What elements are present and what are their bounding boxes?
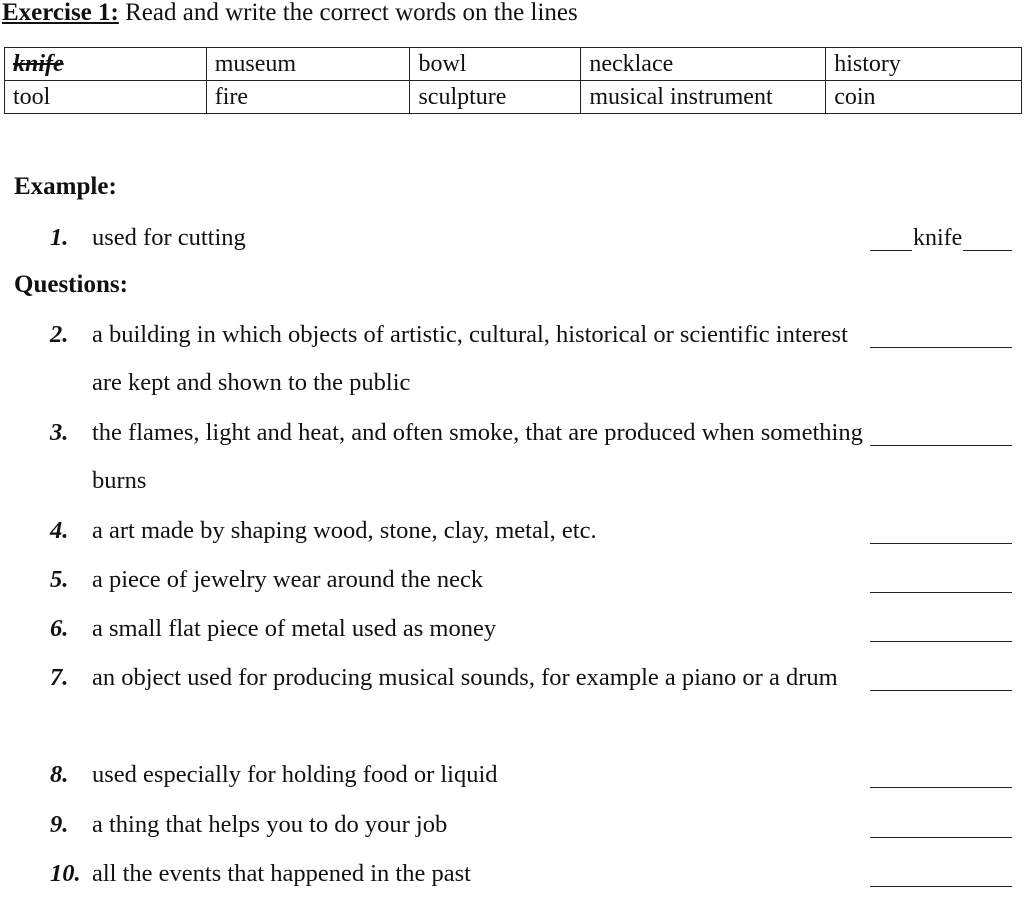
question-number: 4.	[50, 517, 69, 544]
question-text: a small flat piece of metal used as money	[92, 615, 497, 642]
example-number: 1.	[50, 224, 69, 251]
exercise-instruction: Read and write the correct words on the lines	[125, 0, 578, 26]
question-text: a piece of jewelry wear around the neck	[92, 566, 484, 593]
word-box-cell	[5, 81, 207, 114]
word-box-cell	[581, 81, 826, 114]
word-box-cell	[206, 48, 410, 81]
word-box-word: bowl	[418, 51, 467, 77]
word-box-word: coin	[834, 84, 876, 110]
word-box-table	[4, 47, 1022, 114]
question-item	[50, 654, 870, 702]
word-box-word: musical instrument	[589, 84, 773, 110]
word-box-cell	[826, 81, 1022, 114]
question-item	[50, 409, 870, 505]
question-number: 7.	[50, 664, 69, 691]
answer-blank[interactable]	[870, 311, 1012, 359]
answer-blank[interactable]	[870, 507, 1012, 555]
answer-underline	[870, 347, 1012, 348]
exercise-label: Exercise 1:	[2, 0, 119, 26]
question-text: a building in which objects of artistic, cultural, historical or scientific interest are kept and shown to the public	[92, 321, 848, 396]
answer-blank[interactable]	[870, 409, 1012, 457]
question-number: 9.	[50, 811, 69, 838]
question-text: all the events that happened in the past	[92, 860, 471, 887]
answer-blank[interactable]	[870, 605, 1012, 653]
question-text: an object used for producing musical sounds, for example a piano or a drum	[92, 664, 838, 691]
question-item	[50, 507, 870, 555]
answer-underline	[870, 837, 1012, 838]
question-number: 3.	[50, 419, 69, 446]
word-box-cell	[206, 81, 410, 114]
example-item	[50, 214, 870, 262]
answer-blank[interactable]	[870, 751, 1012, 799]
question-number: 8.	[50, 761, 69, 788]
question-text: a thing that helps you to do your job	[92, 811, 448, 838]
question-number: 10.	[50, 860, 81, 887]
question-text: a art made by shaping wood, stone, clay, metal, etc.	[92, 517, 597, 544]
question-number: 2.	[50, 321, 69, 348]
example-heading: Example:	[14, 173, 117, 200]
word-box-row	[5, 48, 1022, 81]
answer-underline	[870, 787, 1012, 788]
word-box-word: history	[834, 51, 901, 77]
example-answer-line	[870, 214, 1012, 262]
word-box-word: sculpture	[418, 84, 507, 110]
answer-underline	[870, 690, 1012, 691]
example-answer: knife	[913, 225, 963, 251]
word-box-word: museum	[214, 51, 297, 77]
question-number: 6.	[50, 615, 69, 642]
answer-underline	[870, 445, 1012, 446]
word-box-cell	[410, 81, 581, 114]
answer-blank[interactable]	[870, 654, 1012, 702]
question-item	[50, 850, 870, 898]
question-item	[50, 751, 870, 799]
question-item	[50, 556, 870, 604]
answer-blank[interactable]	[870, 850, 1012, 898]
word-box-cell	[826, 48, 1022, 81]
question-item	[50, 801, 870, 849]
answer-underline	[870, 886, 1012, 887]
question-number: 5.	[50, 566, 69, 593]
word-box-cell	[410, 48, 581, 81]
word-box-cell	[5, 48, 207, 81]
question-item	[50, 605, 870, 653]
answer-blank[interactable]	[870, 556, 1012, 604]
word-box-word: necklace	[589, 51, 674, 77]
answer-underline	[870, 641, 1012, 642]
exercise-title	[2, 0, 578, 28]
question-item	[50, 311, 870, 407]
word-box-word: tool	[13, 84, 51, 110]
question-text: the flames, light and heat, and often smoke, that are produced when something burns	[92, 419, 863, 494]
answer-blank[interactable]	[870, 801, 1012, 849]
word-box-word: knife	[13, 51, 64, 77]
questions-heading: Questions:	[14, 271, 128, 298]
question-text: used especially for holding food or liquid	[92, 761, 498, 788]
answer-underline	[870, 543, 1012, 544]
word-box-row	[5, 81, 1022, 114]
word-box-cell	[581, 48, 826, 81]
answer-underline	[870, 592, 1012, 593]
word-box-word: fire	[214, 84, 249, 110]
example-text: used for cutting	[92, 224, 246, 251]
